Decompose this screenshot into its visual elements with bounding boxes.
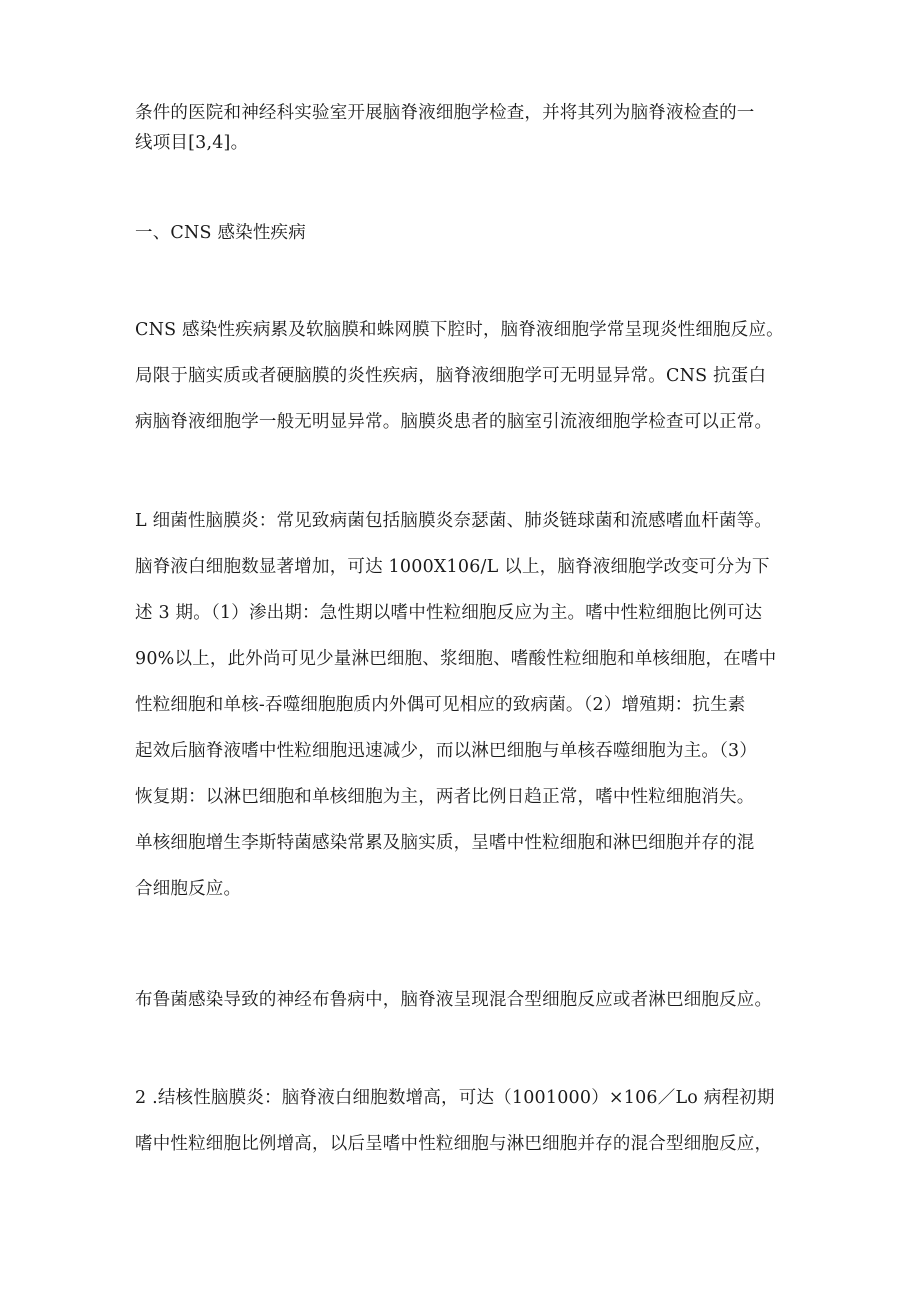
paragraph-intro-line-1: 条件的医院和神经科实验室开展脑脊液细胞学检查，并将其列为脑脊液检查的一 [135, 103, 755, 123]
paragraph-bacterial-line-8: 单核细胞增生李斯特菌感染常累及脑实质，呈嗜中性粒细胞和淋巴细胞并存的混 [135, 833, 755, 853]
paragraph-bacterial-line-2: 脑脊液白细胞数显著增加，可达 1000X106/L 以上，脑脊液细胞学改变可分为下 [135, 557, 770, 577]
paragraph-cns-line-1: CNS 感染性疾病累及软脑膜和蛛网膜下腔时，脑脊液细胞学常呈现炎性细胞反应。 [135, 320, 784, 340]
paragraph-tuberculous-line-1: 2 .结核性脑膜炎：脑脊液白细胞数增高，可达（1001000）×106／Lo 病程初期 [135, 1088, 775, 1108]
paragraph-cns-line-3: 病脑脊液细胞学一般无明显异常。脑膜炎患者的脑室引流液细胞学检查可以正常。 [135, 412, 773, 432]
section-heading: 一、CNS 感染性疾病 [135, 223, 306, 243]
paragraph-intro-line-2: 线项目[3,4]。 [135, 133, 249, 153]
paragraph-cns-line-2: 局限于脑实质或者硬脑膜的炎性疾病，脑脊液细胞学可无明显异常。CNS 抗蛋白 [135, 366, 767, 386]
paragraph-bacterial-line-7: 恢复期：以淋巴细胞和单核细胞为主，两者比例日趋正常，嗜中性粒细胞消失。 [135, 787, 755, 807]
paragraph-bacterial-line-5: 性粒细胞和单核-吞噬细胞胞质内外偶可见相应的致病菌。（2）增殖期：抗生素 [135, 695, 746, 715]
paragraph-tuberculous-line-2: 嗜中性粒细胞比例增高，以后呈嗜中性粒细胞与淋巴细胞并存的混合型细胞反应， [135, 1134, 773, 1154]
paragraph-bacterial-line-6: 起效后脑脊液嗜中性粒细胞迅速减少，而以淋巴细胞与单核吞噬细胞为主。（3） [135, 741, 758, 761]
paragraph-bacterial-line-1: L 细菌性脑膜炎：常见致病菌包括脑膜炎奈瑟菌、肺炎链球菌和流感嗜血杆菌等。 [135, 511, 773, 531]
paragraph-brucella-line-1: 布鲁菌感染导致的神经布鲁病中，脑脊液呈现混合型细胞反应或者淋巴细胞反应。 [135, 990, 773, 1010]
paragraph-bacterial-line-9: 合细胞反应。 [135, 879, 242, 899]
paragraph-bacterial-line-3: 述 3 期。（1）渗出期：急性期以嗜中性粒细胞反应为主。嗜中性粒细胞比例可达 [135, 603, 763, 623]
paragraph-bacterial-line-4: 90%以上，此外尚可见少量淋巴细胞、浆细胞、嗜酸性粒细胞和单核细胞，在嗜中 [135, 649, 777, 669]
